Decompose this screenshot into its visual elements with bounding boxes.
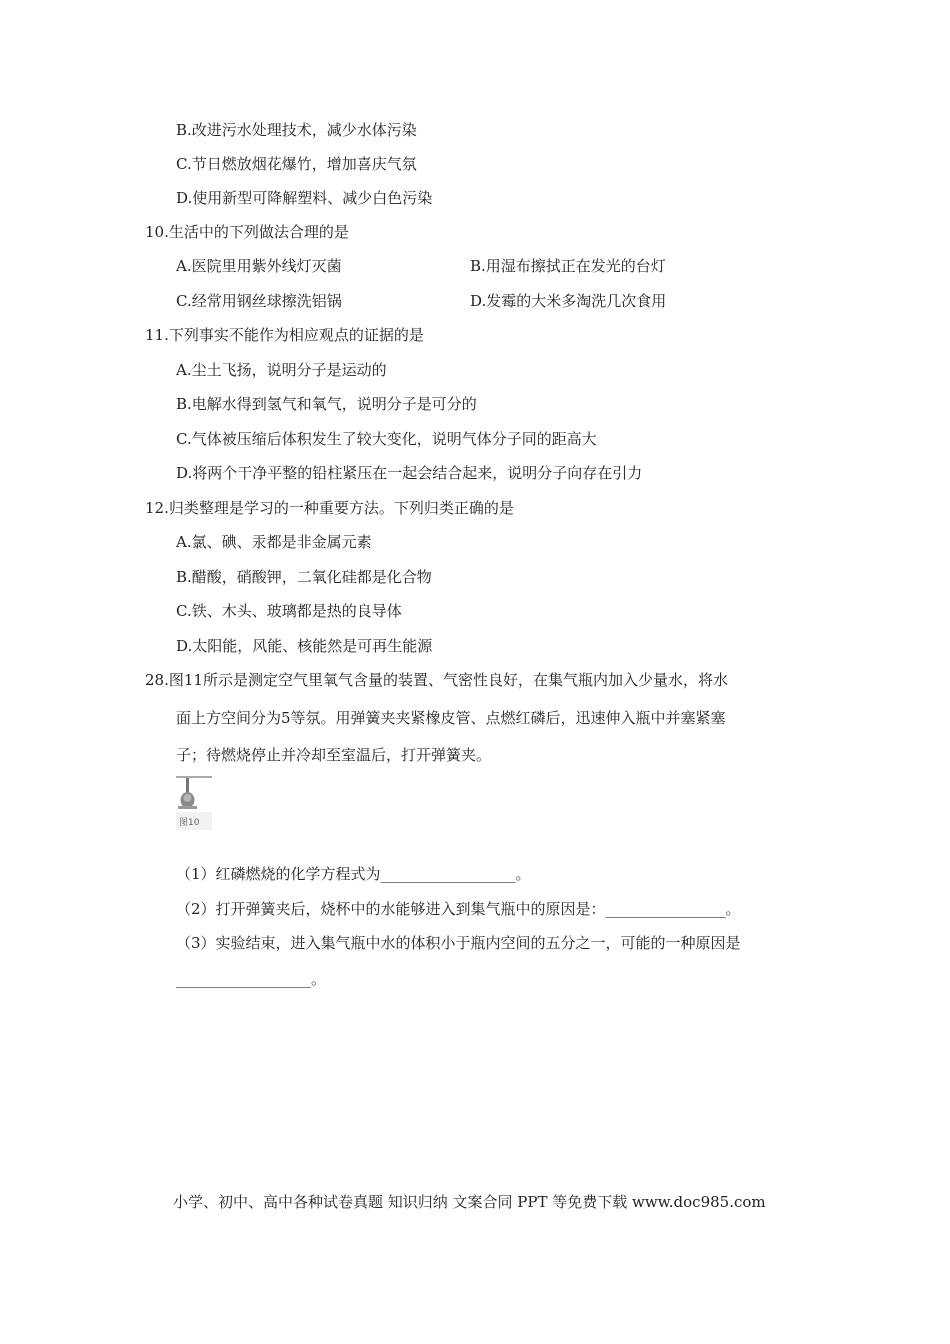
q28-sub-question-3-line-1: （3）实验结束，进入集气瓶中水的体积小于瓶内空间的五分之一，可能的一种原因是 — [176, 934, 741, 952]
q11-stem: 11.下列事实不能作为相应观点的证据的是 — [145, 326, 424, 344]
q28-sub-question-1: （1）红磷燃烧的化学方程式为__________________。 — [176, 865, 531, 883]
q10-option-c: C.经常用钢丝球擦洗铝锅 — [176, 292, 342, 310]
q9-option-d: D.使用新型可降解塑料、减少白色污染 — [176, 189, 433, 207]
q10-option-b: B.用湿布擦拭正在发光的台灯 — [470, 257, 666, 275]
q12-option-a: A.氯、碘、汞都是非金属元素 — [176, 533, 372, 551]
q11-option-a: A.尘土飞扬，说明分子是运动的 — [176, 361, 387, 379]
q28-sub-question-2: （2）打开弹簧夹后，烧杯中的水能够进入到集气瓶中的原因是：________________。 — [176, 900, 741, 918]
q10-option-a: A.医院里用紫外线灯灭菌 — [176, 257, 342, 275]
q28-stem-line-3: 子；待燃烧停止并冷却至室温后，打开弹簧夹。 — [176, 746, 492, 764]
apparatus-icon — [176, 776, 212, 830]
q12-stem: 12.归类整理是学习的一种重要方法。下列归类正确的是 — [145, 499, 514, 517]
figure-caption: 图10 — [179, 818, 200, 828]
q28-sub-question-3-line-2: __________________。 — [176, 970, 327, 988]
q10-option-d: D.发霉的大米多淘洗几次食用 — [470, 292, 667, 310]
q12-option-d: D.太阳能，风能、核能然是可再生能源 — [176, 637, 433, 655]
q11-option-d: D.将两个干净平整的铅柱紧压在一起会结合起来，说明分子向存在引力 — [176, 464, 643, 482]
q11-option-b: B.电解水得到氢气和氧气，说明分子是可分的 — [176, 395, 477, 413]
q11-option-c: C.气体被压缩后体积发生了较大变化，说明气体分子同的距高大 — [176, 430, 597, 448]
q9-option-b: B.改进污水处理技术，减少水体污染 — [176, 121, 417, 139]
q10-stem: 10.生活中的下列做法合理的是 — [145, 223, 349, 241]
page-footer: 小学、初中、高中各种试卷真题 知识归纳 文案合同 PPT 等免费下载 www.doc985.com — [173, 1193, 766, 1211]
q12-option-b: B.醋酸，硝酸钾，二氧化硅都是化合物 — [176, 568, 432, 586]
q9-option-c: C.节日燃放烟花爆竹，增加喜庆气氛 — [176, 155, 417, 173]
apparatus-figure — [176, 776, 212, 830]
q28-stem-line-2: 面上方空间分为5等氛。用弹簧夹夹紧橡皮管、点燃红磷后，迅速伸入瓶中并塞紧塞 — [176, 709, 726, 727]
q28-stem-line-1: 28.图11所示是测定空气里氧气含量的装置、气密性良好，在集气瓶内加入少量水，将水 — [145, 671, 728, 689]
q12-option-c: C.铁、木头、玻璃都是热的良导体 — [176, 602, 402, 620]
